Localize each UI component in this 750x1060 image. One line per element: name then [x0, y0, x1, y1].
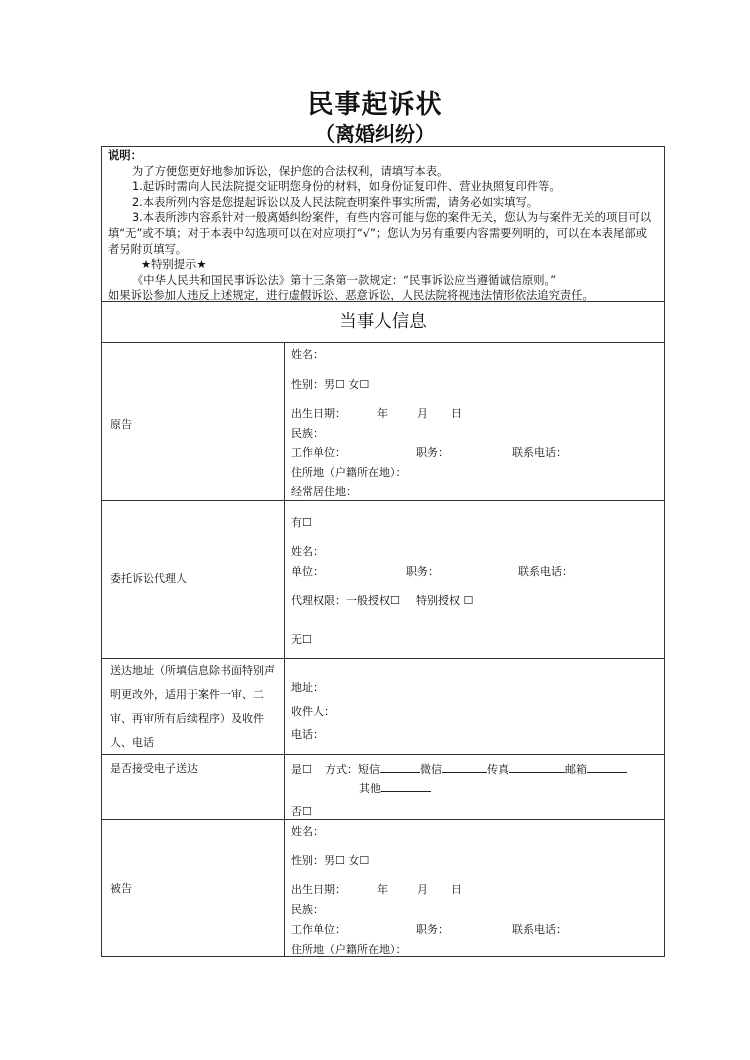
plaintiff-birth-day: 日 — [451, 407, 462, 420]
other-blank[interactable] — [381, 781, 431, 792]
electronic-method-label: 方式：短信 — [325, 763, 380, 776]
fax-label: 传真 — [487, 763, 509, 776]
service-phone-field[interactable]: 电话： — [291, 728, 324, 741]
email-blank[interactable] — [587, 762, 627, 773]
plaintiff-birth-field[interactable]: 出生日期： — [291, 407, 346, 420]
defendant-gender-field[interactable]: 性别：男☐ 女☐ — [291, 854, 370, 867]
form-subtitle: （离婚纠纷） — [315, 122, 435, 146]
instructions-heading: 说明： — [108, 149, 142, 162]
plaintiff-gender-field[interactable]: 性别：男☐ 女☐ — [291, 378, 370, 391]
instruction-item-3: 3.本表所涉内容系针对一般离婚纠纷案件，有些内容可能与您的案件无关，您认为与案件无关的项目可以填“无”或不填；对于本表中勾选项可以在对应项打“√”；您认为另有重要内容需要列明的，可以在本表尾部或者另附页填写。 — [108, 211, 652, 256]
defendant-ethnicity-field[interactable]: 民族： — [291, 903, 324, 916]
agent-name-field[interactable]: 姓名： — [291, 545, 324, 558]
agent-special-authority-checkbox[interactable]: 特别授权 ☐ — [416, 594, 474, 607]
plaintiff-ethnicity-field[interactable]: 民族： — [291, 427, 324, 440]
plaintiff-label: 原告 — [110, 418, 132, 431]
plaintiff-birth-month: 月 — [417, 407, 428, 420]
electronic-method-sms[interactable] — [325, 761, 627, 777]
defendant-name-field[interactable]: 姓名： — [291, 825, 324, 838]
defendant-position-field[interactable]: 职务： — [416, 923, 449, 936]
agent-position-field[interactable]: 职务： — [406, 565, 439, 578]
special-notice-warning: 如果诉讼参加人违反上述规定，进行虚假诉讼、恶意诉讼，人民法院将视违法情形依法追究责任。 — [108, 289, 594, 303]
agent-row — [101, 500, 665, 659]
defendant-birth-year: 年 — [377, 883, 388, 896]
instructions-box — [101, 146, 665, 302]
wechat-blank[interactable] — [442, 762, 487, 773]
defendant-row — [101, 819, 665, 957]
plaintiff-row — [101, 342, 665, 501]
defendant-birth-day: 日 — [451, 883, 462, 896]
plaintiff-birth-year: 年 — [377, 407, 388, 420]
agent-yes-checkbox[interactable]: 有☐ — [291, 516, 312, 529]
instruction-item-2: 2.本表所列内容是您提起诉讼以及人民法院查明案件事实所需，请务必如实填写。 — [132, 195, 539, 209]
wechat-label: 微信 — [420, 763, 442, 776]
plaintiff-work-field[interactable]: 工作单位： — [291, 446, 346, 459]
defendant-residence-field[interactable]: 住所地（户籍所在地）： — [291, 943, 407, 956]
service-recipient-field[interactable]: 收件人： — [291, 705, 335, 718]
fax-blank[interactable] — [509, 762, 565, 773]
form-title: 民事起诉状 — [307, 90, 443, 120]
defendant-label: 被告 — [110, 882, 132, 895]
electronic-service-label: 是否接受电子送达 — [110, 762, 198, 775]
plaintiff-phone-field[interactable]: 联系电话： — [512, 446, 567, 459]
service-address-field[interactable]: 地址： — [291, 681, 324, 694]
agent-phone-field[interactable]: 联系电话： — [518, 565, 573, 578]
instruction-item-1: 1.起诉时需向人民法院提交证明您身份的材料，如身份证复印件、营业执照复印件等。 — [132, 180, 561, 194]
instruction-intro: 为了方便您更好地参加诉讼，保护您的合法权利，请填写本表。 — [132, 164, 449, 178]
defendant-birth-field[interactable]: 出生日期： — [291, 883, 346, 896]
agent-label: 委托诉讼代理人 — [110, 572, 187, 585]
defendant-work-field[interactable]: 工作单位： — [291, 923, 346, 936]
electronic-service-row — [101, 754, 665, 820]
agent-general-authority-checkbox[interactable]: 代理权限：一般授权☐ — [291, 594, 400, 607]
email-label: 邮箱 — [565, 763, 587, 776]
other-label: 其他 — [359, 782, 381, 795]
agent-no-checkbox[interactable]: 无☐ — [291, 633, 312, 646]
defendant-birth-month: 月 — [417, 883, 428, 896]
plaintiff-position-field[interactable]: 职务： — [416, 446, 449, 459]
electronic-no-checkbox[interactable]: 否☐ — [291, 805, 312, 818]
service-address-label: 送达地址（所填信息除书面特别声明更改外，适用于案件一审、二审、再审所有后续程序）及收件人、电话 — [110, 664, 275, 749]
special-notice-heading: ★特别提示★ — [141, 258, 207, 272]
electronic-other-field[interactable] — [359, 780, 431, 796]
special-notice-law: 《中华人民共和国民事诉讼法》第十三条第一款规定：“民事诉讼应当遵循诚信原则。” — [132, 273, 557, 287]
parties-section-title: 当事人信息 — [101, 301, 665, 343]
sms-blank[interactable] — [380, 762, 420, 773]
plaintiff-residence-field[interactable]: 住所地（户籍所在地）： — [291, 466, 407, 479]
agent-unit-field[interactable]: 单位： — [291, 565, 324, 578]
plaintiff-name-field[interactable]: 姓名： — [291, 348, 324, 361]
plaintiff-habitual-residence-field[interactable]: 经常居住地： — [291, 485, 357, 498]
defendant-phone-field[interactable]: 联系电话： — [512, 923, 567, 936]
electronic-yes-checkbox[interactable]: 是☐ — [291, 763, 312, 776]
service-address-row — [101, 658, 665, 755]
